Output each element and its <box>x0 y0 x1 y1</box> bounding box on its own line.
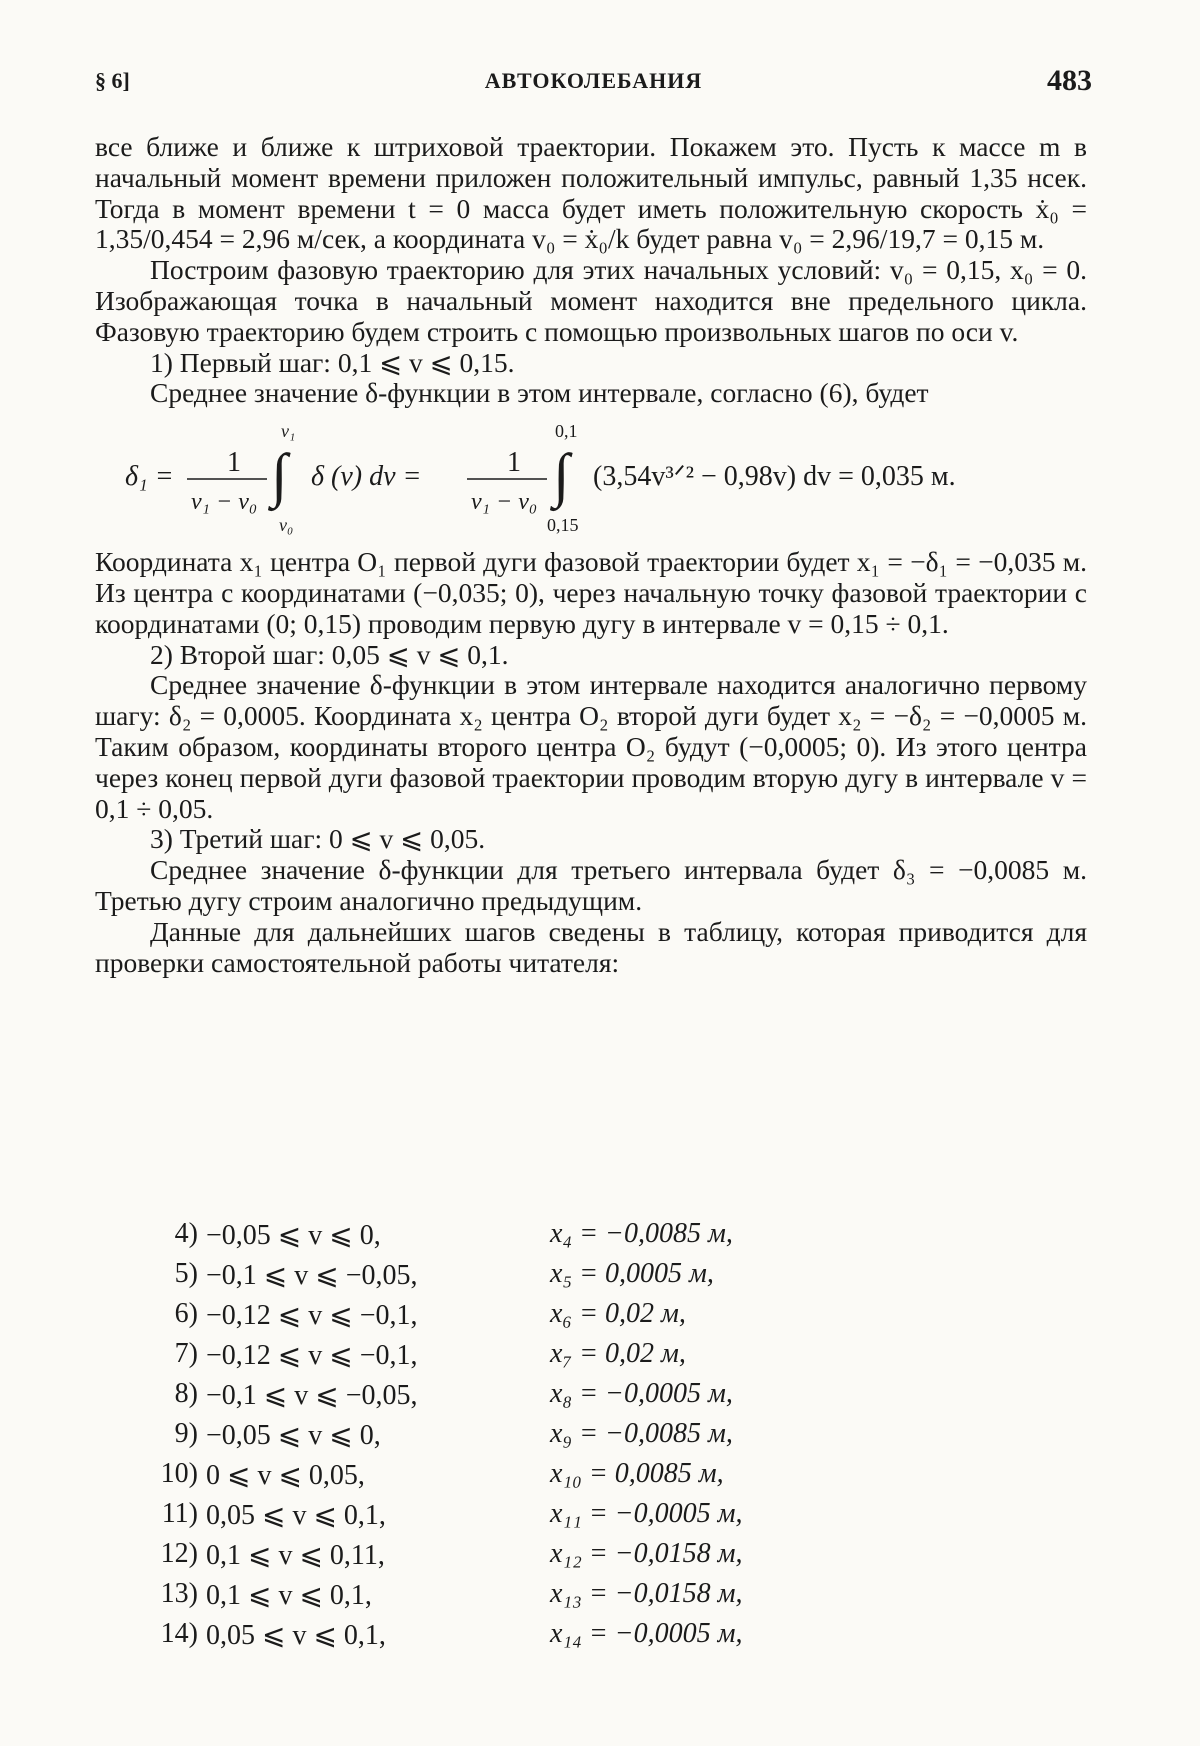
step-range: −0,1 ⩽ v ⩽ −0,05, <box>206 1380 418 1411</box>
step-number: 4) <box>174 1218 198 1249</box>
table-row <box>150 1258 850 1298</box>
step-range: −0,05 ⩽ v ⩽ 0, <box>206 1220 381 1251</box>
step-number: 7) <box>174 1338 198 1369</box>
paragraph: Среднее значение δ-функции в этом интервале, согласно (6), будет <box>150 377 929 409</box>
table-row <box>150 1458 850 1498</box>
step-range: −0,05 ⩽ v ⩽ 0, <box>206 1420 381 1451</box>
step-heading: 2) Второй шаг: 0,05 ⩽ v ⩽ 0,1. <box>150 638 509 670</box>
step-number: 9) <box>174 1418 198 1449</box>
integral-sign: ∫ <box>271 442 288 509</box>
table-row <box>150 1418 850 1458</box>
integral-lower-limit: v₀ <box>279 515 294 536</box>
table-row <box>150 1338 850 1378</box>
step-range: 0,05 ⩽ v ⩽ 0,1, <box>206 1620 386 1651</box>
step-number: 8) <box>174 1378 198 1409</box>
center-coordinate: x₁₀ = 0,0085 м, <box>550 1458 724 1489</box>
center-coordinate: x₁₃ = −0,0158 м, <box>550 1578 743 1609</box>
integral-sign: ∫ <box>553 442 570 509</box>
step-number: 13) <box>160 1578 198 1609</box>
page-number: 483 <box>1047 64 1092 97</box>
running-title: АВТОКОЛЕБАНИЯ <box>484 68 703 93</box>
steps-table <box>150 1218 850 1658</box>
integral-body: δ (v) dv = <box>311 461 422 493</box>
center-coordinate: x₈ = −0,0005 м, <box>550 1378 733 1409</box>
center-coordinate: x₆ = 0,02 м, <box>550 1298 686 1329</box>
paragraph: Среднее значение δ-функции в этом интервале находится аналогично первому шагу: δ₂ = 0,0005. Координата x₂ центра O₂ второй дуги будет x₂ = −δ₂ = −0,0005 м. Таким образом, координаты второго центра O₂ будут (−0,0005; 0). Из этого центра через конец первой дуги фазовой траектории проводим вторую дугу в интервале v = 0,1 ÷ 0,05. <box>95 669 1087 824</box>
step-number: 12) <box>160 1538 198 1569</box>
formula-svg <box>95 413 1087 541</box>
step-range: 0,1 ⩽ v ⩽ 0,11, <box>206 1540 385 1571</box>
integral-body: (3,54v³ᐟ² − 0,98v) dv = 0,035 м. <box>593 461 956 493</box>
center-coordinate: x₁₂ = −0,0158 м, <box>550 1538 743 1569</box>
paragraph: Координата x₁ центра O₁ первой дуги фазовой траектории будет x₁ = −δ₁ = −0,035 м. Из центра с координатами (−0,035; 0), через начальную точку фазовой траектории с координатами (0; 0,15) проводим первую дугу в интервале v = 0,15 ÷ 0,1. <box>95 546 1087 639</box>
step-number: 11) <box>161 1498 198 1529</box>
step-number: 5) <box>174 1258 198 1289</box>
center-coordinate: x₉ = −0,0085 м, <box>550 1418 733 1449</box>
center-coordinate: x₄ = −0,0085 м, <box>550 1218 733 1249</box>
paragraph: Данные для дальнейших шагов сведены в таблицу, которая приводится для проверки самостоятельной работы читателя: <box>95 915 1087 978</box>
center-coordinate: x₅ = 0,0005 м, <box>550 1258 714 1289</box>
table-row <box>150 1498 850 1538</box>
table-row <box>150 1298 850 1338</box>
fraction-numerator: 1 <box>227 447 241 479</box>
step-range: 0,1 ⩽ v ⩽ 0,1, <box>206 1580 372 1611</box>
section-marker: § 6] <box>95 68 130 93</box>
delta-formula <box>95 413 1087 541</box>
center-coordinate: x₁₁ = −0,0005 м, <box>550 1498 743 1529</box>
step-number: 10) <box>160 1458 198 1489</box>
step-range: −0,12 ⩽ v ⩽ −0,1, <box>206 1340 418 1371</box>
step-heading: 1) Первый шаг: 0,1 ⩽ v ⩽ 0,15. <box>150 346 515 378</box>
center-coordinate: x₇ = 0,02 м, <box>550 1338 686 1369</box>
step-number: 14) <box>160 1618 198 1649</box>
page-body <box>95 132 1087 978</box>
table-row <box>150 1378 850 1418</box>
paragraph: Построим фазовую траекторию для этих начальных условий: v₀ = 0,15, x₀ = 0. Изображающая точка в начальный момент находится вне предельного цикла. Фазовую траекторию будем строить с помощью произвольных шагов по оси v. <box>95 254 1087 347</box>
step-range: 0 ⩽ v ⩽ 0,05, <box>206 1460 365 1491</box>
table-row <box>150 1538 850 1578</box>
table-row <box>150 1578 850 1618</box>
step-number: 6) <box>174 1298 198 1329</box>
paragraph: все ближе и ближе к штриховой траектории. Покажем это. Пусть к массе m в начальный момент времени приложен положительный импульс, равный 1,35 нсек. Тогда в момент времени t = 0 масса будет иметь положительную скорость ẋ₀ = 1,35/0,454 = 2,96 м/сек, а координата v₀ = ẋ₀/k будет равна v₀ = 2,96/19,7 = 0,15 м. <box>95 131 1087 255</box>
table-row <box>150 1218 850 1258</box>
step-range: −0,12 ⩽ v ⩽ −0,1, <box>206 1300 418 1331</box>
fraction-numerator: 1 <box>507 447 521 479</box>
table-row <box>150 1618 850 1658</box>
fraction-denominator: v₁ − v₀ <box>471 489 538 516</box>
step-heading: 3) Третий шаг: 0 ⩽ v ⩽ 0,05. <box>150 823 486 855</box>
integral-upper-limit: v₁ <box>281 421 296 442</box>
paragraph: Среднее значение δ-функции для третьего интервала будет δ₃ = −0,0085 м. Третью дугу строим аналогично предыдущим. <box>95 854 1087 916</box>
step-range: 0,05 ⩽ v ⩽ 0,1, <box>206 1500 386 1531</box>
step-range: −0,1 ⩽ v ⩽ −0,05, <box>206 1260 418 1291</box>
formula-lhs: δ₁ = <box>125 461 174 493</box>
integral-upper-limit: 0,1 <box>555 421 578 442</box>
center-coordinate: x₁₄ = −0,0005 м, <box>550 1618 743 1649</box>
fraction-denominator: v₁ − v₀ <box>191 489 258 516</box>
integral-lower-limit: 0,15 <box>547 515 579 536</box>
running-header <box>95 64 1092 108</box>
